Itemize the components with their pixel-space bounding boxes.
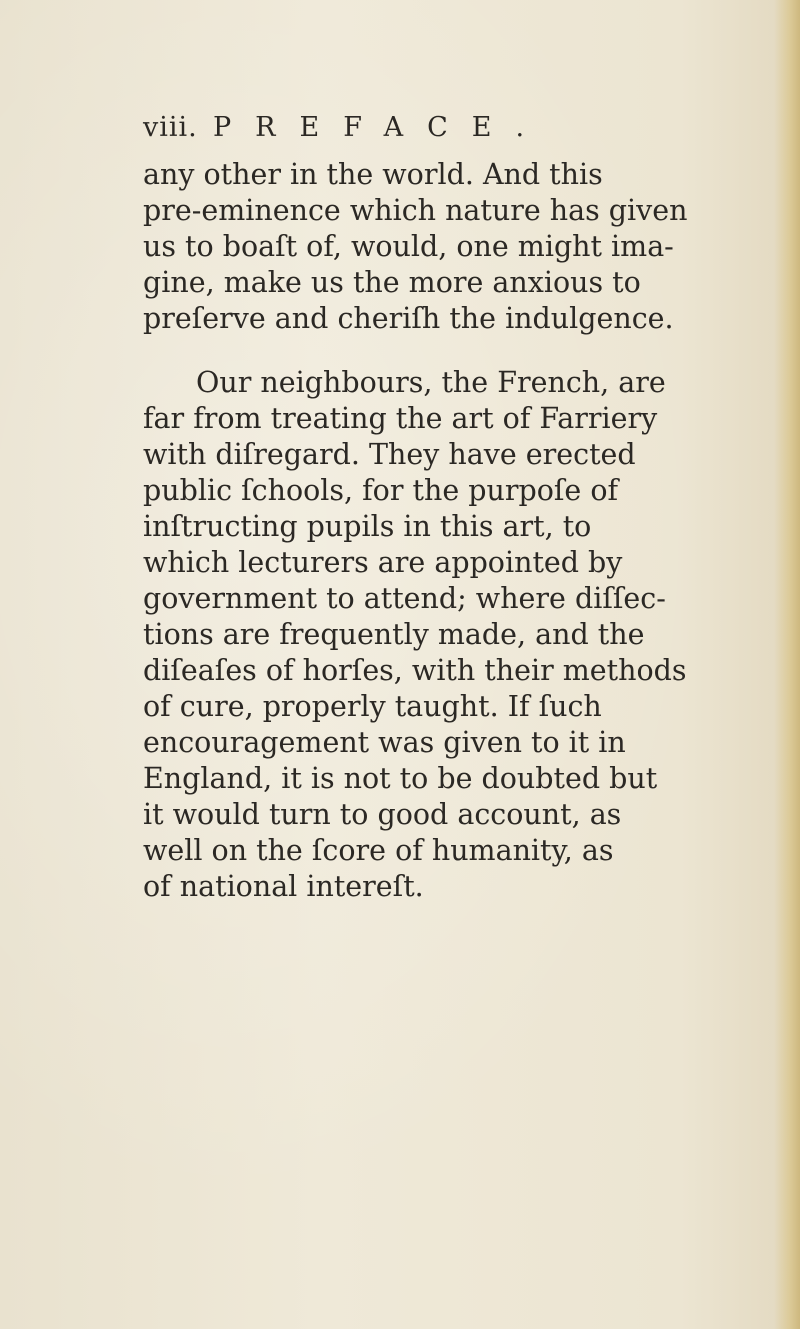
text-line: which lecturers are appointed by	[143, 546, 623, 579]
running-title: PREFACE.	[213, 112, 549, 143]
text-line: pre-eminence which nature has given	[143, 194, 688, 227]
text-line: far from treating the art of Farriery	[143, 402, 658, 435]
text-line: us to boaſt of, would, one might ima-	[143, 230, 674, 263]
page-number: viii.	[143, 112, 198, 143]
text-line: gine, make us the more anxious to	[143, 266, 641, 299]
text-line: public ſchools, for the purpoſe of	[143, 474, 619, 507]
text-line: encouragement was given to it in	[143, 726, 626, 759]
text-line: inſtructing pupils in this art, to	[143, 510, 592, 543]
text-line: of national intereſt.	[143, 870, 424, 903]
text-line: well on the ſcore of humanity, as	[143, 834, 614, 867]
text-line: of cure, properly taught. If ſuch	[143, 690, 602, 723]
text-line: with diſregard. They have erected	[143, 438, 636, 471]
text-line: preſerve and cheriſh the indulgence.	[143, 302, 674, 335]
running-head	[143, 112, 548, 143]
text-line: Our neighbours, the French, are	[196, 366, 666, 399]
page-edge-shadow	[774, 0, 800, 1329]
text-line: any other in the world. And this	[143, 158, 603, 191]
text-line: England, it is not to be doubted but	[143, 762, 658, 795]
text-line: tions are frequently made, and the	[143, 618, 645, 651]
text-line: it would turn to good account, as	[143, 798, 622, 831]
text-line: diſeaſes of horſes, with their methods	[143, 654, 687, 687]
text-line: government to attend; where diſſec-	[143, 582, 666, 615]
